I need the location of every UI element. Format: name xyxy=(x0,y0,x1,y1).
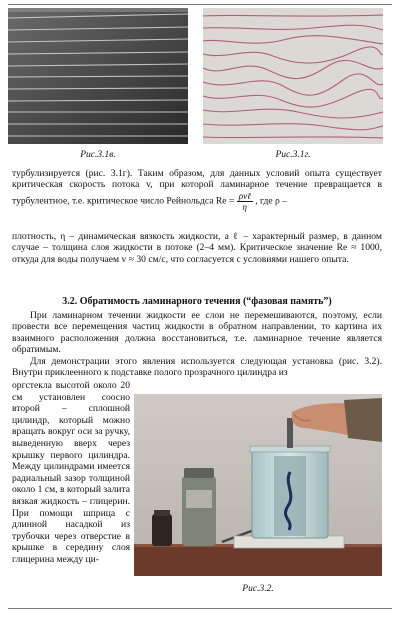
turbulent-flow-image xyxy=(203,8,383,144)
paragraph-critical-value: плотность, η – динамическая вязкость жидкости, а ℓ – характерный размер, в данном случае – толщина слоя жидкости в потоке (2–4 мм). Критическое значение Re ≈ 1000, откуда для воды получаем v ≈ 30 см/с, что согласуется с условиями нашего опыта. xyxy=(12,231,382,265)
figure-3-1g-photo xyxy=(203,8,383,144)
paragraph-reynolds-text: турбулизируется (рис. 3.1г). Таким образом, для данных условий опыта существует критическая скорость потока v, при которой ламинарное течение превращается в турбулентное, т.е. критическое число Рейнольдса Re = xyxy=(12,168,382,207)
figure-3-1v-caption: Рис.3.1в. xyxy=(80,150,116,160)
bottom-rule xyxy=(8,608,392,609)
paragraph-setup-column: оргстекла высотой около 20 см установлен соосно второй – сплошной цилиндр, который можно вращать вокруг оси за ручку, выведенную вверх через крышку первого цилиндра. Между цилиндрами имеется радиальный зазор толщиной около 1 см, в который залита вязкая жидкость – глицерин. При помощи шприца с длинной насадкой из трубочки через отверстие в крышке в середину слоя глицерина между ци- xyxy=(12,380,130,565)
apparatus-image xyxy=(134,394,382,576)
figure-3-2-caption: Рис.3.2. xyxy=(242,584,274,594)
figure-3-1v-photo xyxy=(8,8,188,144)
paragraph-reynolds-tail: , где ρ – xyxy=(255,195,288,207)
figure-3-1g-caption: Рис.3.1г. xyxy=(275,150,311,160)
paragraph-reversibility: При ламинарном течении жидкости ее слои не перемешиваются, поэтому, если провести все перемещения частиц жидкости в обратном направлении, то картина их взаимного расположения должна восстановиться, т.е. ламинарное течение является обратимым. xyxy=(12,310,382,356)
figure-3-2-photo xyxy=(134,394,382,576)
paragraph-setup: Для демонстрации этого явления используется следующая установка (рис. 3.2). Внутри приклеенного к подставке полого прозрачного цилиндра из xyxy=(12,356,382,379)
top-rule xyxy=(8,4,392,5)
reynolds-formula xyxy=(237,191,253,212)
paragraph-reynolds xyxy=(12,168,382,212)
formula-numerator: ρvℓ xyxy=(238,190,251,201)
section-heading: 3.2. Обратимость ламинарного течения (“фазовая память”) xyxy=(62,296,332,307)
formula-denominator: η xyxy=(242,201,248,212)
laminar-flow-image xyxy=(8,8,188,144)
